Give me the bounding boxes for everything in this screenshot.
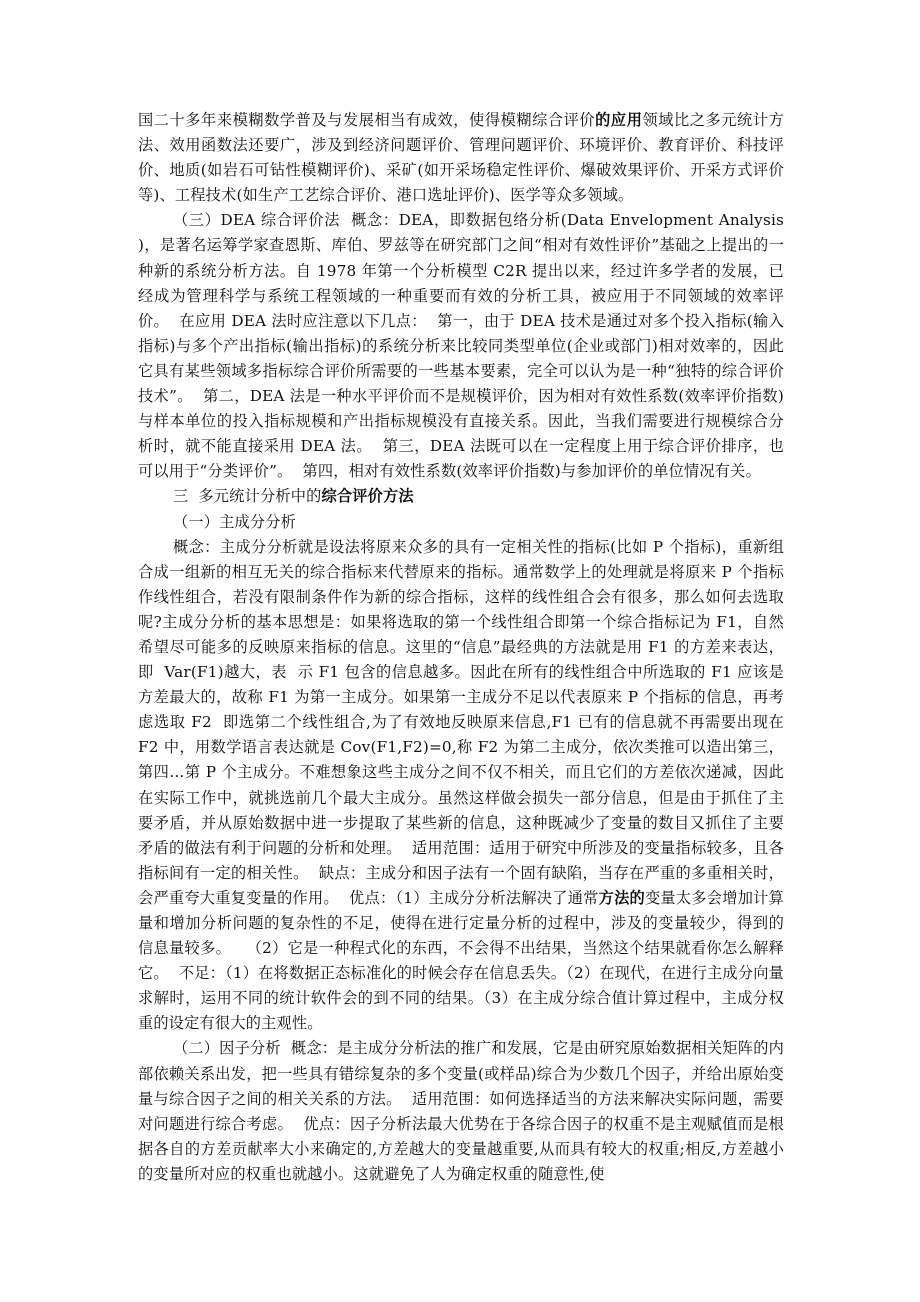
paragraph-pca: [138, 535, 790, 1037]
text-run: （三）DEA 综合评价法 概念：DEA，即数据包络分析(Data Envelopment Analysis )，是著名运筹学家查恩斯、库伯、罗兹等在研究部门之间“相对有效性评价”基础之上提出的一种新的系统分析方法。自 1978 年第一个分析模型 C2R 提出以来，经过许多学者的发展，已经成为管理科学与系统工程领域的一种重要而有效的分析工具，被应用于不同领域的效率评价。 在应用 DEA 法时应注意以下几点： 第一，由于 DEA 技术是通过对多个投入指标(输入指标)与多个产出指标(输出指标)的系统分析来比较同类型单位(企业或部门)相对效率的，因此它具有某些领域多指标综合评价所需要的一些基本要素，完全可以认为是一种“独特的综合评价技术”。 第二，DEA 法是一种水平评价而不是规模评价，因为相对有效性系数(效率评价指数)与样本单位的投入指标规模和产出指标规模没有直接关系。因此，当我们需要进行规模综合分析时，就不能直接采用 DEA 法。 第三，DEA 法既可以在一定程度上用于综合评价排序，也可以用于“分类评价”。 第四，相对有效性系数(效率评价指数)与参加评价的单位情况有关。: [138, 211, 790, 481]
heading-text: 三 多元统计分析中的: [172, 487, 322, 506]
paragraph-fuzzy-evaluation-tail: [138, 108, 784, 208]
bold-text-run: 方法的: [598, 888, 645, 907]
text-run: 国二十多年来模糊数学普及与发展相当有成效，使得模糊综合评价: [138, 111, 596, 129]
subsection-heading-pca: [138, 510, 784, 535]
heading-text: （一）主成分分析: [172, 512, 297, 531]
text-run: 变量太多会增加计算量和增加分析问题的复杂性的不足，使得在进行定量分析的过程中，涉及的变量较少，得到的信息量较多。 （2）它是一种程式化的东西，不会得不出结果，当然这个结果就看你怎么解释它。 不足：（1）在将数据正态标准化的时候会存在信息丢失。（2）在现代，在进行主成分向量求解时，运用不同的统计软件会的到不同的结果。（3）在主成分综合值计算过程中，主成分权重的设定有很大的主观性。: [138, 888, 784, 1033]
paragraph-factor-analysis: [138, 1036, 784, 1187]
bold-text-run: 的应用: [595, 111, 643, 129]
text-run: （二）因子分析 概念：是主成分分析法的推广和发展，它是由研究原始数据相关矩阵的内部依赖关系出发，把一些具有错综复杂的多个变量(或样品)综合为少数几个因子，并给出原始变量与综合因子之间的相关关系的方法。 适用范围：如何选择适当的方法来解决实际问题，需要对问题进行综合考虑。 优点：因子分析法最大优势在于各综合因子的权重不是主观赋值而是根据各自的方差贡献率大小来确定的,方差越大的变量越重要,从而具有较大的权重;相反,方差越小的变量所对应的权重也就越小。这就避免了人为确定权重的随意性,使: [138, 1039, 784, 1183]
document-page: [138, 108, 790, 1187]
text-run: 概念：主成分分析就是设法将原来众多的具有一定相关性的指标(比如 P 个指标)，重新组合成一组新的相互无关的综合指标来代替原来的指标。通常数学上的处理就是将原来 P 个指标作线性组合，若没有限制条件作为新的综合指标，这样的线性组合会有很多，那么如何去选取呢?主成分分析的基本思想是：如果将选取的第一个线性组合即第一个综合指标记为 F1，自然希望尽可能多的反映原来指标的信息。这里的“信息”最经典的方法就是用 F1 的方差来表达，即 Var(F1)越大，表 示 F1 包含的信息越多。因此在所有的线性组合中所选取的 F1 应该是方差最大的，故称 F1 为第一主成分。如果第一主成分不足以代表原来 P 个指标的信息，再考虑选取 F2 即选第二个线性组合,为了有效地反映原来信息,F1 已有的信息就不再需要出现在 F2 中，用数学语言表达就是 Cov(F1,F2)=0,称 F2 为第二主成分，依次类推可以造出第三，第四…第 P 个主成分。不难想象这些主成分之间不仅不相关，而且它们的方差依次递减，因此在实际工作中，就挑选前几个最大主成分。虽然这样做会损失一部分信息，但是由于抓住了主要矛盾，并从原始数据中进一步提取了某些新的信息，这种既减少了变量的数目又抓住了主要矛盾的做法有利于问题的分析和处理。 适用范围：适用于研究中所涉及的变量指标较多，且各指标间有一定的相关性。 缺点：主成分和因子法有一个固有缺陷，当存在严重的多重相关时，会严重夸大重复变量的作用。 优点：（1）主成分分析法解决了通常: [138, 537, 790, 907]
heading-bold-text: 综合评价方法: [321, 487, 414, 506]
section-heading-multivariate: [138, 484, 784, 509]
paragraph-dea-method: [138, 208, 790, 484]
text-run: 领域比之多元统计方法、效用函数法还要广，涉及到经济问题评价、管理问题评价、环境评价、教育评价、科技评价、地质(如岩石可钻性模糊评价)、采矿(如开采场稳定性评价、爆破效果评价、开采方式评价等)、工程技术(如生产工艺综合评价、港口选址评价)、医学等众多领域。: [138, 111, 784, 205]
